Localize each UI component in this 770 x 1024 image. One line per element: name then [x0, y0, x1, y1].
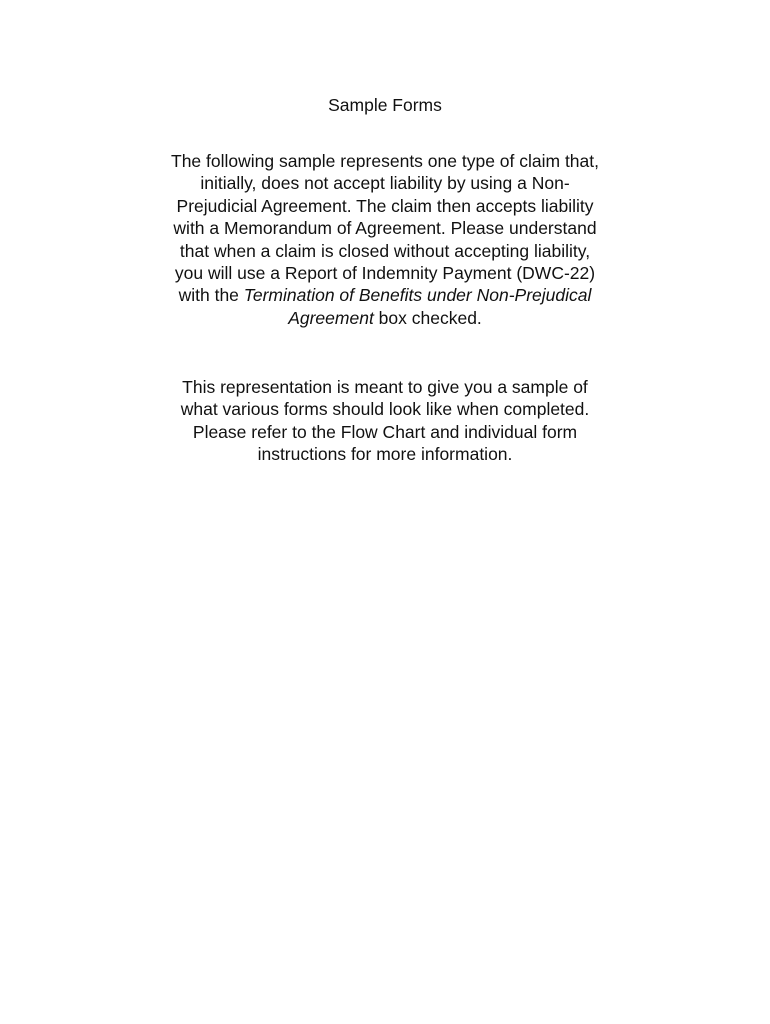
paragraph-line: what various forms should look like when completed. [180, 399, 590, 420]
paragraph-line: This representation is meant to give you a sample of [182, 377, 588, 397]
paragraph-line: initially, does not accept liability by using a Non- [200, 173, 570, 194]
paragraph-line: instructions for more information. [257, 444, 513, 465]
paragraph-line: The following sample represents one type of claim that, [171, 151, 599, 171]
line-prefix: with the [178, 285, 244, 306]
paragraph-line-with-italic [0, 284, 770, 306]
note-paragraph [0, 376, 770, 466]
paragraph-line: with a Memorandum of Agreement. Please understand [173, 218, 597, 239]
paragraph-line: Prejudicial Agreement. The claim then accepts liability [176, 195, 594, 216]
paragraph-line: that when a claim is closed without accepting liability, [179, 240, 591, 261]
intro-paragraph [0, 150, 770, 329]
italic-form-option-name: Termination of Benefits under Non-Prejudical [243, 285, 592, 306]
line-suffix: box checked. [373, 307, 482, 328]
paragraph-line-with-italic [0, 307, 770, 329]
page-title: Sample Forms [328, 95, 442, 115]
paragraph-line: Please refer to the Flow Chart and individual form [192, 421, 578, 442]
italic-form-option-name-end: Agreement [288, 307, 374, 328]
paragraph-line: you will use a Report of Indemnity Payment (DWC-22) [174, 263, 596, 284]
